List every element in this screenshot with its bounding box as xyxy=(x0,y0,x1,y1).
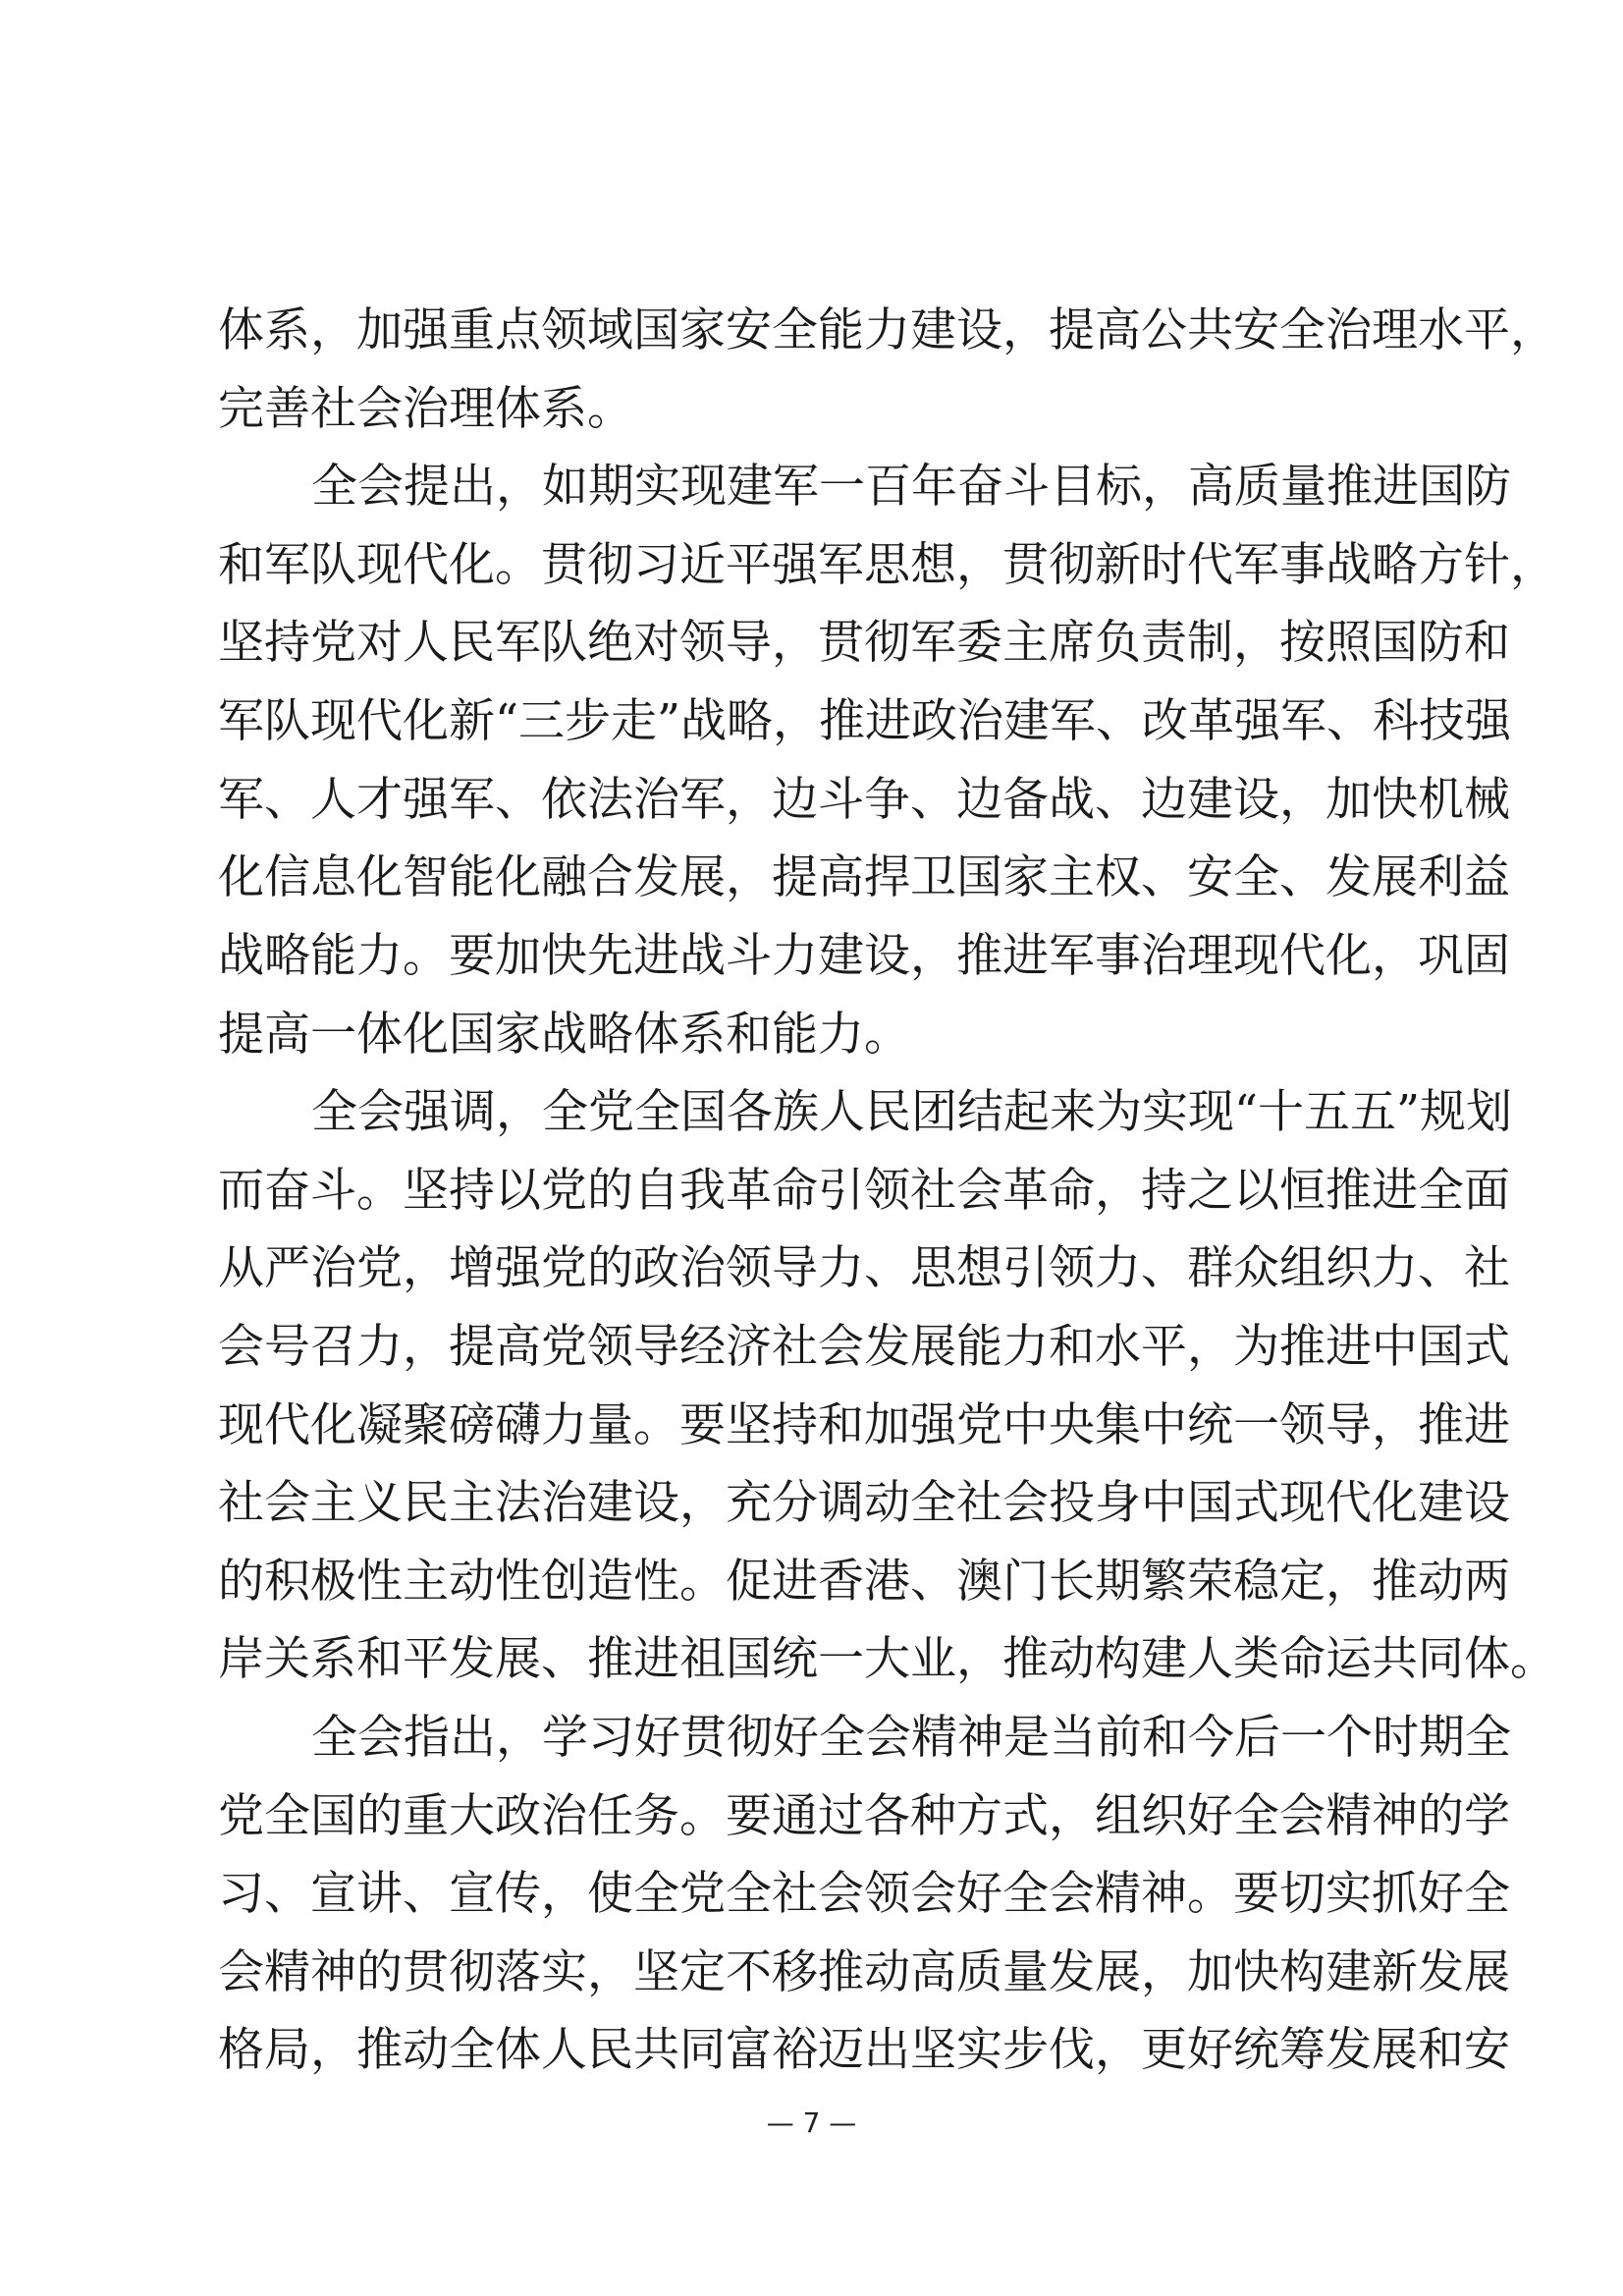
paragraph-line: 岸关系和平发展、推进祖国统一大业，推动构建人类命运共同体。 xyxy=(218,1632,1556,1686)
paragraph-line: 全会强调，全党全国各族人民团结起来为实现“十五五”规划 xyxy=(311,1085,1513,1139)
paragraph-line: 会精神的贯彻落实，坚定不移推动高质量发展，加快构建新发展 xyxy=(218,1945,1510,1999)
paragraph-line: 完善社会治理体系。 xyxy=(218,382,633,436)
paragraph-line: 全会提出，如期实现建军一百年奋斗目标，高质量推进国防 xyxy=(311,460,1511,514)
paragraph-line: 全会指出，学习好贯彻好全会精神是当前和今后一个时期全 xyxy=(311,1711,1511,1765)
page-number: — 7 — xyxy=(766,2106,857,2139)
paragraph-line: 从严治党，增强党的政治领导力、思想引领力、群众组织力、社 xyxy=(218,1241,1510,1295)
paragraph-line: 习、宣讲、宣传，使全党全社会领会好全会精神。要切实抓好全 xyxy=(218,1867,1510,1921)
paragraph-line: 社会主义民主法治建设，充分调动全社会投身中国式现代化建设 xyxy=(218,1476,1510,1530)
paragraph-line: 会号召力，提高党领导经济社会发展能力和水平，为推进中国式 xyxy=(218,1320,1510,1374)
paragraph-line: 和军队现代化。贯彻习近平强军思想，贯彻新时代军事战略方针， xyxy=(218,538,1556,592)
paragraph-line: 格局，推动全体人民共同富裕迈出坚实步伐，更好统筹发展和安 xyxy=(218,2023,1510,2077)
paragraph-line: 化信息化智能化融合发展，提高捍卫国家主权、安全、发展利益 xyxy=(218,850,1510,904)
paragraph-line: 战略能力。要加快先进战斗力建设，推进军事治理现代化，巩固 xyxy=(218,929,1510,983)
paragraph-line: 提高一体化国家战略体系和能力。 xyxy=(218,1008,910,1062)
paragraph-line: 现代化凝聚磅礴力量。要坚持和加强党中央集中统一领导，推进 xyxy=(218,1398,1510,1452)
paragraph-line: 体系，加强重点领域国家安全能力建设，提高公共安全治理水平， xyxy=(218,303,1556,357)
paragraph-line: 而奋斗。坚持以党的自我革命引领社会革命，持之以恒推进全面 xyxy=(218,1164,1510,1218)
paragraph-line: 的积极性主动性创造性。促进香港、澳门长期繁荣稳定，推动两 xyxy=(218,1555,1510,1609)
paragraph-line: 军队现代化新“三步走”战略，推进政治建军、改革强军、科技强 xyxy=(218,694,1512,748)
paragraph-line: 坚持党对人民军队绝对领导，贯彻军委主席负责制，按照国防和 xyxy=(218,616,1510,670)
paragraph-line: 军、人才强军、依法治军，边斗争、边备战、边建设，加快机械 xyxy=(218,773,1510,827)
paragraph-line: 党全国的重大政治任务。要通过各种方式，组织好全会精神的学 xyxy=(218,1789,1510,1843)
